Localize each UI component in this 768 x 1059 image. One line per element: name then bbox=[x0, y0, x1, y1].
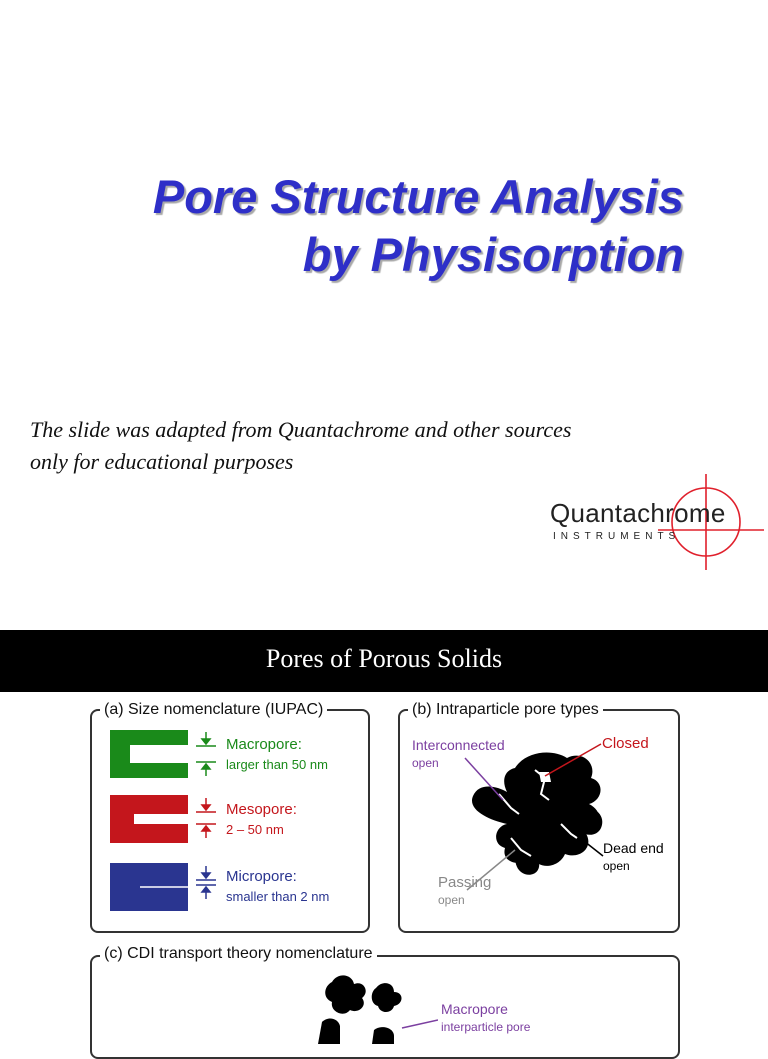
panel-c-title: (c) CDI transport theory nomenclature bbox=[100, 945, 377, 963]
title-line-1: Pore Structure Analysis bbox=[152, 170, 684, 223]
macropore-label: Macropore: bbox=[226, 736, 302, 753]
dead-end-sub: open bbox=[603, 859, 630, 873]
interconnected-label: Interconnected bbox=[412, 737, 505, 753]
passing-label: Passing bbox=[438, 874, 492, 891]
closed-label: Closed bbox=[602, 735, 649, 752]
micropore-desc: smaller than 2 nm bbox=[226, 889, 330, 904]
macropore-block-icon bbox=[110, 730, 190, 778]
macropore-c-label: Macropore bbox=[441, 1001, 508, 1017]
logo-wordmark: Quantachrome bbox=[550, 498, 726, 528]
pores-slide bbox=[0, 630, 768, 1034]
micropore-block-icon bbox=[110, 863, 190, 911]
mesopore-block-icon bbox=[110, 795, 190, 843]
title-line-2: by Physisorption bbox=[302, 228, 684, 281]
particle-cluster-icon bbox=[318, 970, 438, 1044]
size-arrows-icon bbox=[194, 730, 218, 920]
panel-a-title: (a) Size nomenclature (IUPAC) bbox=[100, 701, 327, 719]
slide-header-bar bbox=[0, 630, 768, 692]
subtitle-line-2: only for educational purposes bbox=[30, 449, 294, 474]
macropore-c-sub: interparticle pore bbox=[441, 1020, 531, 1034]
quantachrome-logo bbox=[548, 472, 768, 572]
dead-end-label: Dead end bbox=[603, 840, 664, 856]
micropore-label: Micropore: bbox=[226, 868, 297, 885]
slide-subtitle bbox=[30, 414, 710, 478]
logo-tagline: INSTRUMENTS bbox=[553, 531, 681, 542]
interconnected-sub: open bbox=[412, 756, 439, 770]
panel-b-title: (b) Intraparticle pore types bbox=[408, 701, 603, 719]
subtitle-line-1: The slide was adapted from Quantachrome and other sources bbox=[30, 417, 572, 442]
mesopore-label: Mesopore: bbox=[226, 801, 297, 818]
passing-sub: open bbox=[438, 893, 465, 907]
slide-title bbox=[153, 168, 684, 284]
slide-header-title: Pores of Porous Solids bbox=[265, 644, 503, 673]
mesopore-desc: 2 – 50 nm bbox=[226, 822, 284, 837]
macropore-desc: larger than 50 nm bbox=[226, 757, 328, 772]
